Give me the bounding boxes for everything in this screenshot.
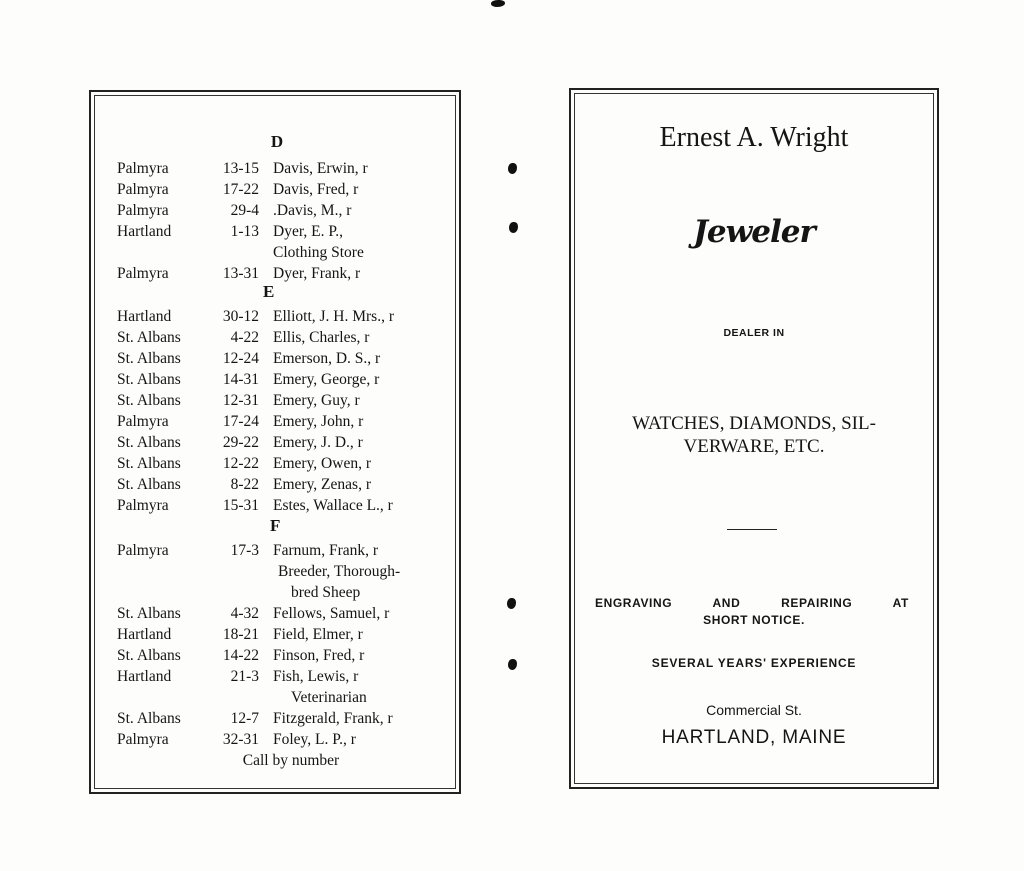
goods-line: VERWARE, ETC. <box>683 436 825 457</box>
advertisement-page <box>569 88 939 789</box>
row-number: 18-21 <box>222 626 259 643</box>
row-town: St. Albans <box>117 434 181 451</box>
row-name: Field, Elmer, r <box>273 626 363 643</box>
row-name: Fellows, Samuel, r <box>273 605 390 622</box>
row-name: Emery, J. D., r <box>273 434 363 451</box>
row-number: 8-22 <box>230 476 259 493</box>
directory-row <box>91 647 463 668</box>
row-number: 4-32 <box>230 605 259 622</box>
binding-hole <box>508 659 517 670</box>
row-name: Dyer, Frank, r <box>273 265 361 282</box>
row-name: Emery, Owen, r <box>273 455 371 472</box>
directory-row <box>91 542 463 563</box>
row-name: Davis, Fred, r <box>273 181 359 198</box>
row-town: Palmyra <box>117 265 169 282</box>
row-name: Dyer, E. P., <box>273 223 343 240</box>
directory-row <box>91 710 463 731</box>
row-number: 14-22 <box>222 647 259 664</box>
row-number: 12-31 <box>222 392 259 409</box>
row-number: 17-22 <box>222 181 259 198</box>
street-address: Commercial St. <box>706 702 802 718</box>
row-town: Hartland <box>117 668 172 685</box>
row-town: St. Albans <box>117 647 181 664</box>
row-town: St. Albans <box>117 392 181 409</box>
city-state: HARTLAND, MAINE <box>661 727 847 748</box>
row-town: St. Albans <box>117 605 181 622</box>
directory-row <box>91 605 463 626</box>
row-number: 17-3 <box>230 542 259 559</box>
goods-list <box>571 412 937 458</box>
directory-row <box>91 308 463 329</box>
row-town: Palmyra <box>117 731 169 748</box>
row-number: 29-4 <box>230 202 259 219</box>
directory-row <box>91 265 463 286</box>
row-town: St. Albans <box>117 350 181 367</box>
directory-row <box>91 455 463 476</box>
advertiser-title: Jeweler <box>693 214 815 250</box>
directory-row <box>91 626 463 647</box>
row-note: Veterinarian <box>291 689 367 706</box>
row-note: Breeder, Thorough- <box>278 563 401 580</box>
directory-row <box>91 434 463 455</box>
advertiser-name: Ernest A. Wright <box>659 122 849 153</box>
directory-row <box>91 668 463 689</box>
row-name: Estes, Wallace L., r <box>273 497 393 514</box>
row-town: Palmyra <box>117 202 169 219</box>
row-town: Palmyra <box>117 413 169 430</box>
goods-line: WATCHES, DIAMONDS, SIL- <box>632 413 876 434</box>
row-number: 17-24 <box>222 413 259 430</box>
experience-note: SEVERAL YEARS' EXPERIENCE <box>651 656 857 670</box>
row-name: Fitzgerald, Frank, r <box>273 710 393 727</box>
row-town: St. Albans <box>117 371 181 388</box>
row-town: St. Albans <box>117 476 181 493</box>
row-number: 13-15 <box>222 160 259 177</box>
row-number: 12-22 <box>222 455 259 472</box>
row-name: Emery, George, r <box>273 371 380 388</box>
row-name: Finson, Fred, r <box>273 647 365 664</box>
row-name: Ellis, Charles, r <box>273 329 370 346</box>
directory-row <box>91 181 463 202</box>
binding-hole <box>509 222 518 233</box>
directory-row <box>91 371 463 392</box>
directory-row <box>91 202 463 223</box>
section-letter-d: D <box>270 132 284 151</box>
engraving-line: SHORT NOTICE. <box>703 613 805 627</box>
directory-row <box>91 350 463 371</box>
row-number: 1-13 <box>230 223 259 240</box>
row-number: 15-31 <box>222 497 259 514</box>
directory-row <box>91 392 463 413</box>
row-number: 29-22 <box>222 434 259 451</box>
row-number: 13-31 <box>222 265 259 282</box>
row-name: .Davis, M., r <box>273 202 352 219</box>
directory-row <box>91 476 463 497</box>
directory-page <box>89 90 461 794</box>
row-number: 21-3 <box>230 668 259 685</box>
divider <box>727 529 777 530</box>
row-town: Hartland <box>117 308 172 325</box>
row-number: 32-31 <box>222 731 259 748</box>
row-town: St. Albans <box>117 329 181 346</box>
section-letter-f: F <box>270 516 281 535</box>
row-town: Palmyra <box>117 160 169 177</box>
row-town: Palmyra <box>117 542 169 559</box>
engraving-notice <box>571 595 937 629</box>
binding-hole <box>507 598 516 609</box>
engraving-line: ENGRAVING AND REPAIRING AT <box>595 596 909 610</box>
row-town: St. Albans <box>117 710 181 727</box>
directory-row <box>91 223 463 244</box>
directory-row <box>91 731 463 752</box>
row-name: Emery, John, r <box>273 413 364 430</box>
dealer-in-label: DEALER IN <box>723 327 785 339</box>
row-note: bred Sheep <box>291 584 361 601</box>
call-by-number-note: Call by number <box>242 752 340 769</box>
directory-row <box>91 413 463 434</box>
row-town: St. Albans <box>117 455 181 472</box>
row-number: 14-31 <box>222 371 259 388</box>
row-name: Emery, Zenas, r <box>273 476 371 493</box>
row-note: Clothing Store <box>273 244 364 261</box>
row-number: 12-24 <box>222 350 259 367</box>
row-town: Palmyra <box>117 497 169 514</box>
section-letter-e: E <box>263 282 275 301</box>
row-town: Palmyra <box>117 181 169 198</box>
row-name: Foley, L. P., r <box>273 731 356 748</box>
row-number: 30-12 <box>222 308 259 325</box>
binding-hole <box>491 0 505 7</box>
row-name: Emerson, D. S., r <box>273 350 381 367</box>
row-name: Fish, Lewis, r <box>273 668 359 685</box>
row-number: 12-7 <box>230 710 259 727</box>
directory-row <box>91 497 463 518</box>
directory-row <box>91 329 463 350</box>
directory-row <box>91 160 463 181</box>
row-name: Davis, Erwin, r <box>273 160 368 177</box>
row-town: Hartland <box>117 626 172 643</box>
row-name: Emery, Guy, r <box>273 392 360 409</box>
row-name: Elliott, J. H. Mrs., r <box>273 308 394 325</box>
row-number: 4-22 <box>230 329 259 346</box>
row-town: Hartland <box>117 223 172 240</box>
binding-hole <box>508 163 517 174</box>
row-name: Farnum, Frank, r <box>273 542 379 559</box>
